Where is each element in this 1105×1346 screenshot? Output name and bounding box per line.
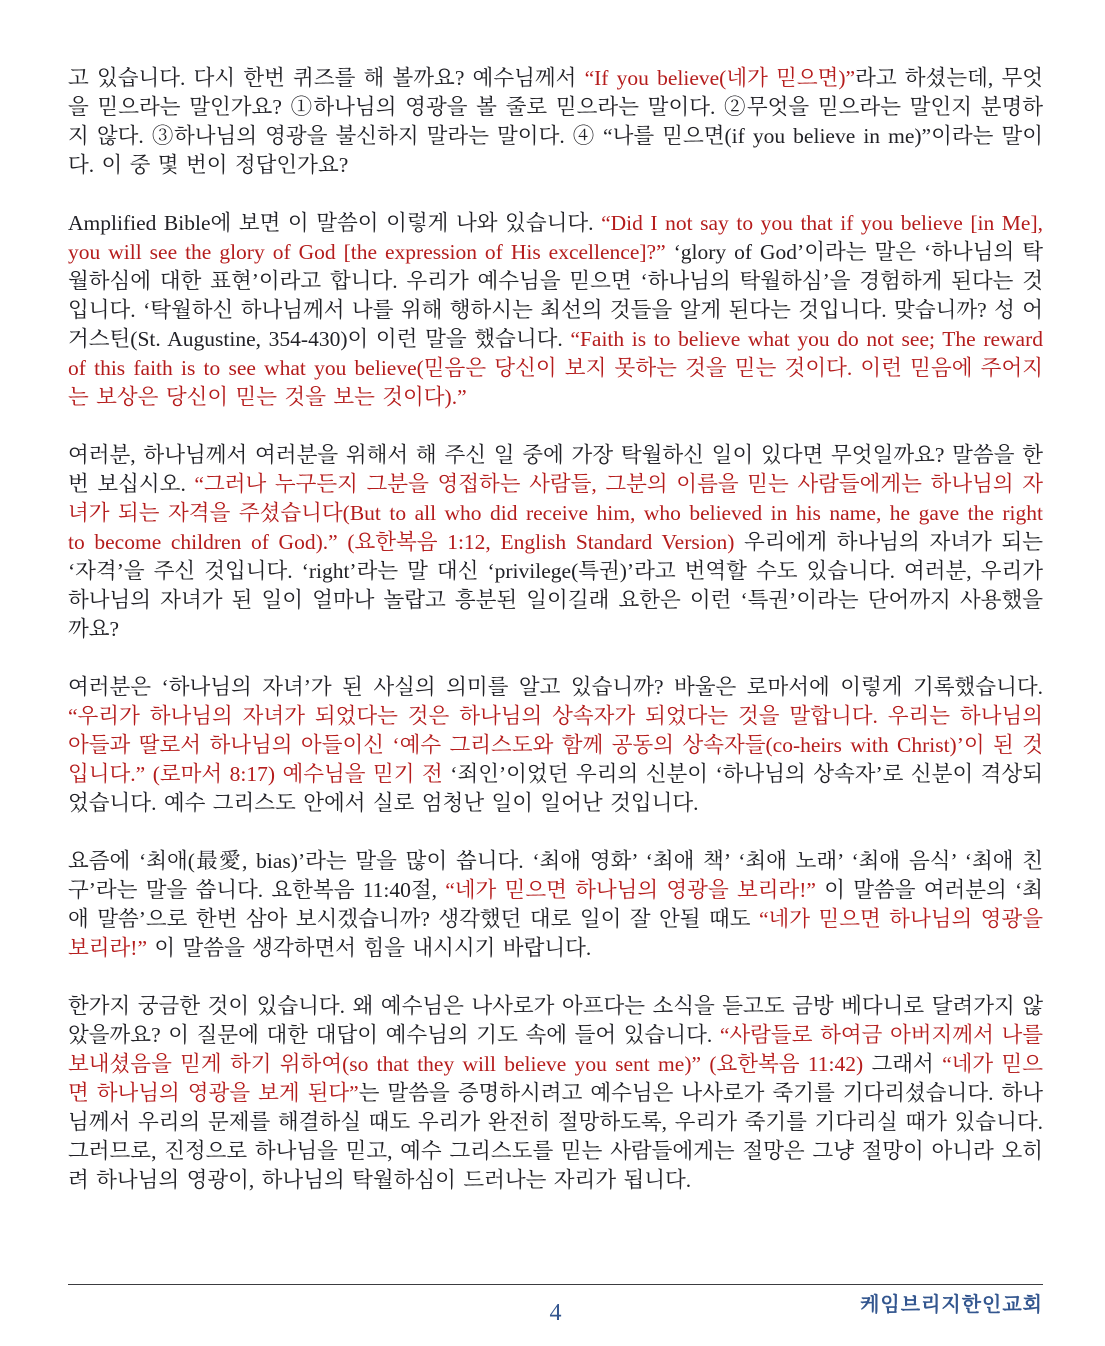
body-text-segment: Amplified Bible에 보면 이 말씀이 이렇게 나와 있습니다. — [68, 211, 602, 235]
quote-text-segment: “사람들로 하여금 아버지께서 나를 보내셨음을 믿게 하기 위하여(so that they will believe you sent me)” (요한복음 11:42) — [68, 1023, 1044, 1076]
quote-text-segment: “그러나 누구든지 그분을 영접하는 사람들, 그분의 이름을 믿는 사람들에게는 하나님의 자녀가 되는 자격을 주셨습니다(But to all who did receive him, who believed in his name, he gave the right to become children of God).” (요한복음 1:12, English Standard Version) — [68, 472, 1043, 554]
quote-text-segment: “Did I not say to you that if you believe [in Me], you will see the glory of God [the expression of His excellence]?” — [68, 211, 1043, 264]
body-text-segment: ‘glory of God’이라는 말은 ‘하나님의 탁월하심에 대한 표현’이라고 합니다. 우리가 예수님을 믿으면 ‘하나님의 탁월하심’을 경험하게 된다는 것입니다. ‘탁월하신 하나님께서 나를 위해 행하시는 최선의 것들을 알게 된다는 것입니다. 맞습니까? 성 어거스틴(St. Augustine, 354-430)이 이런 말을 했습니다. — [68, 240, 1043, 351]
paragraph — [68, 673, 1043, 818]
quote-text-segment: “Faith is to believe what you do not see; The reward of this faith is to see what you believe(믿음은 당신이 보지 못하는 것을 믿는 것이다. 이런 믿음에 주어지는 보상은 당신이 믿는 것을 보는 것이다).” — [68, 327, 1043, 409]
body-text-segment: 는 말씀을 증명하시려고 예수님은 나사로가 죽기를 기다리셨습니다. 하나님께서 우리의 문제를 해결하실 때도 우리가 완전히 절망하도록, 우리가 죽기를 기다리실 때가 있습니다. 그러므로, 진정으로 하나님을 믿고, 예수 그리스도를 믿는 사람들에게는 절망은 그냥 절망이 아니라 오히려 하나님의 영광이, 하나님의 탁월하심이 드러나는 자리가 됩니다. — [68, 1081, 1043, 1192]
document-body — [68, 64, 1043, 1195]
footer-divider — [68, 1284, 1043, 1285]
body-text-segment: 이 말씀을 생각하면서 힘을 내시시기 바랍니다. — [147, 936, 592, 960]
page-number: 4 — [549, 1300, 562, 1326]
body-text-segment: 한가지 궁금한 것이 있습니다. 왜 예수님은 나사로가 아프다는 소식을 듣고도 금방 베다니로 달려가지 않았을까요? 이 질문에 대한 대답이 예수님의 기도 속에 들어 있습니다. — [68, 994, 1043, 1047]
body-text-segment: 라고 하셨는데, 무엇을 믿으라는 말인가요? ①하나님의 영광을 볼 줄로 믿으라는 말이다. ②무엇을 믿으라는 말인지 분명하지 않다. ③하나님의 영광을 불신하지 말라는 말이다. ④ “나를 믿으면(if you believe in me)”이라는 말이다. 이 중 몇 번이 정답인가요? — [68, 66, 1043, 177]
paragraph — [68, 992, 1043, 1195]
body-text-segment: 이 말씀을 여러분의 ‘최애 말씀’으로 한번 삼아 보시겠습니까? 생각했던 대로 일이 잘 안될 때도 — [68, 878, 1043, 931]
quote-text-segment: “네가 믿으면 하나님의 영광을 보게 된다” — [68, 1052, 1043, 1105]
page-footer — [68, 1284, 1043, 1326]
body-text-segment: 그래서 — [863, 1052, 943, 1076]
quote-text-segment: “네가 믿으면 하나님의 영광을 보리라!” — [68, 907, 1043, 960]
paragraph — [68, 64, 1043, 180]
quote-text-segment: “우리가 하나님의 자녀가 되었다는 것은 하나님의 상속자가 되었다는 것을 말합니다. 우리는 하나님의 아들과 딸로서 하나님의 아들이신 ‘예수 그리스도와 함께 공동의 상속자들(co-heirs with Christ)’이 된 것입니다.” (로마서 8:17) 예수님을 믿기 전 — [68, 704, 1043, 786]
quote-text-segment: “네가 믿으면 하나님의 영광을 보리라!” — [445, 878, 816, 902]
body-text-segment: 요즘에 ‘최애(最愛, bias)’라는 말을 많이 씁니다. ‘최애 영화’ ‘최애 책’ ‘최애 노래’ ‘최애 음식’ ‘최애 친구’라는 말을 씁니다. 요한복음 11:40절, — [68, 849, 1043, 902]
body-text-segment: 고 있습니다. 다시 한번 퀴즈를 해 볼까요? 예수님께서 — [68, 66, 585, 90]
church-name: 케임브리지한인교회 — [860, 1294, 1043, 1316]
paragraph — [68, 209, 1043, 412]
body-text-segment: 여러분은 ‘하나님의 자녀’가 된 사실의 의미를 알고 있습니까? 바울은 로마서에 이렇게 기록했습니다. — [68, 675, 1043, 699]
body-text-segment: 우리에게 하나님의 자녀가 되는 ‘자격’을 주신 것입니다. ‘right’라는 말 대신 ‘privilege(특권)’라고 번역할 수도 있습니다. 여러분, 우리가 하나님의 자녀가 된 일이 얼마나 놀랍고 흥분된 일이길래 요한은 이런 ‘특권’이라는 단어까지 사용했을까요? — [68, 530, 1044, 641]
body-text-segment: ‘죄인’이었던 우리의 신분이 ‘하나님의 상속자’로 신분이 격상되었습니다. 예수 그리스도 안에서 실로 엄청난 일이 일어난 것입니다. — [68, 762, 1043, 815]
paragraph — [68, 441, 1043, 644]
quote-text-segment: “If you believe(네가 믿으면)” — [584, 66, 856, 90]
body-text-segment: 여러분, 하나님께서 여러분을 위해서 해 주신 일 중에 가장 탁월하신 일이 있다면 무엇일까요? 말씀을 한번 보십시오. — [68, 443, 1043, 496]
paragraph — [68, 847, 1043, 963]
